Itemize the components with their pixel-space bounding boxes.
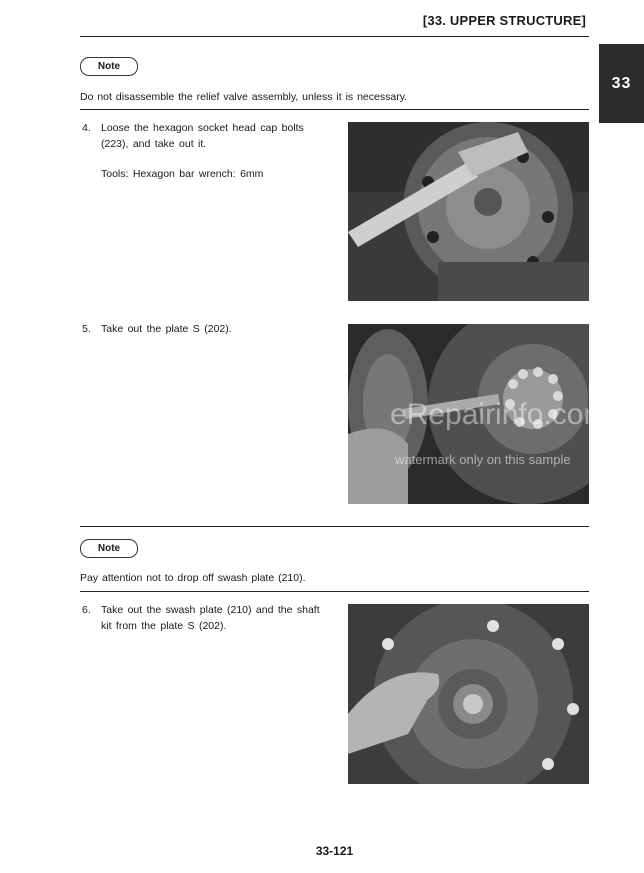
note-label: Note — [80, 57, 138, 76]
step-text: Loose the hexagon socket head cap bolts (223), and take out it. — [101, 122, 304, 150]
step-number: 4. — [82, 122, 91, 134]
page-number: 33-121 — [315, 844, 354, 858]
step-6 — [82, 602, 322, 634]
step-4 — [82, 120, 322, 182]
step-tools: Tools: Hexagon bar wrench: 6mm — [101, 168, 264, 180]
step-number: 6. — [82, 604, 91, 616]
note-text: Pay attention not to drop off swash plate (210). — [80, 572, 306, 584]
step-5 — [82, 321, 322, 337]
watermark-text: eRepairinfo.com — [390, 398, 609, 431]
photo-step-4 — [348, 122, 589, 301]
step-text: Take out the swash plate (210) and the shaft kit from the plate S (202). — [101, 604, 320, 632]
section-rule — [80, 526, 589, 527]
note-label: Note — [80, 539, 138, 558]
chapter-tab: 33 — [599, 44, 644, 123]
note-rule — [80, 109, 589, 110]
watermark-subtext: watermark only on this sample — [395, 452, 571, 467]
photo-step-6 — [348, 604, 589, 784]
header-rule — [80, 36, 589, 37]
note-rule — [80, 591, 589, 592]
step-number: 5. — [82, 323, 91, 335]
step-text: Take out the plate S (202). — [101, 323, 232, 335]
section-header-title: [33. UPPER STRUCTURE] — [422, 13, 586, 28]
note-text: Do not disassemble the relief valve assembly, unless it is necessary. — [80, 91, 408, 103]
